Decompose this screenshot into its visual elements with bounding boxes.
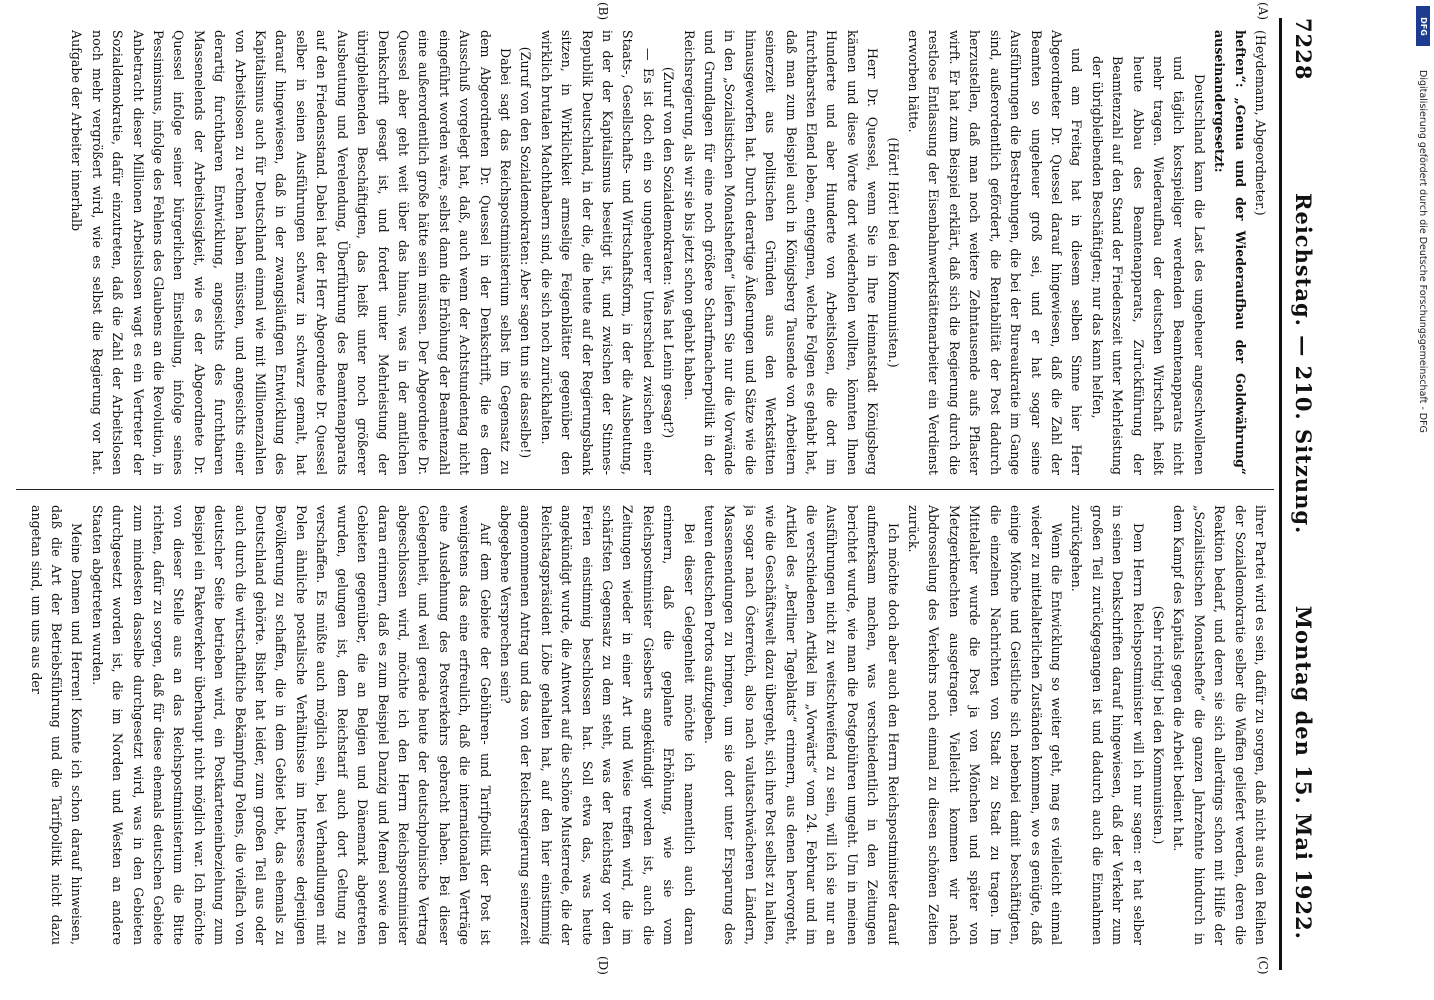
paragraph: Auf dem Gebiete der Gebühren- und Tarifpolitik der Post ist wenigstens das eine erfreulich, daß die internationalen Verträge eine Ausdehnung des Postverkehrs gebracht haben. Bei dieser Gelegenheit, und weil gerade heute der deutschpolnische Vertrag abgeschlossen wird, möchte ich den Herrn Reichspostminister daran erinnern, daß es zum Beispiel Danzig und Memel sowie den Gebieten gegenüber, die an Belgien und Dänemark abgetreten wurden, gelungen ist, dem Reichstarif auch dort Geltung zu verschaffen. Es müßte auch möglich sein, bei Verhandlungen mit Polen ähnliche postalische Verhältnisse im Interesse derjenigen Bevölkerung zu schaffen, die in dem Gebiet lebt, das ehemals zu Deutschland gehörte. Bisher hat leider, zum großen Teil aus oder auch durch die wirtschaftliche Bekämpfung Polens, die vielfach von deutscher Seite betrieben wird, ein Postkarteneinbeziehung zum Beispiel ein Paketverkehr überhaupt nicht möglich war. Ich möchte von dieser Stelle aus an das Reichspostministerium die Bitte richten, dafür zu sorgen, daß für diese ehemals deutschen Gebiete zum mindesten dasselbe durchgesetzt wird, was in den Gebieten durchgesetzt worden ist, die im Norden und Westen an andere Staaten abgetreten wurden. (89, 505, 493, 945)
page-number: 7228 (1291, 18, 1316, 81)
paragraph: heften“: „Genua und der Wiederaufbau der Goldwährung“ auseinandergesetzt: (1212, 30, 1248, 475)
margin-letter-b: (B) (596, 2, 610, 21)
dfg-logo-text: DFG (1418, 16, 1428, 36)
page-header (1279, 18, 1322, 970)
paragraph: Wenn die Entwicklung so weiter geht, mag es vielleicht einmal wieder zu mittelalterlichen Zuständen kommen, wo es genügte, daß einige Mönche und Geistliche sich nebenbei damit beschäftigten, die einzelnen Nachrichten von Stadt zu Stadt zu tragen. Im Mittelalter wurde die Post ja von Mönchen und später von Metzgerknechten ausgetragen. Vielleicht kommen wir nach Abdrosselung des Verkehrs noch einmal zu diesen schönen Zeiten zurück. (906, 505, 1064, 945)
paragraph: — Es ist doch ein so ungeheuerer Unterschied zwischen einer Staats-, Gesellschafts- und Wirtschaftsform, in der die Ausbeutung, in der der Kapitalismus beseitigt ist, und zwischen der Stinnes-Republik Deutschland, in der die, die heute auf der Regierungsbank sitzen, in Wirklichkeit armselige Feigenblätter gegenüber den wirklich brutalen Machthabern sind, die sich noch zurückhalten. (538, 30, 656, 475)
paragraph: und am Freitag hat in diesem selben Sinne hier Herr Abgeordneter Dr. Quessel darauf hingewiesen, daß die Zahl der Beamten so ungeheuer groß sei, und er hat sogar seine Ausführungen die Bestrebungen, die bei der Bureaukratie im Gange sind, außerordentlich gefördert, die Rentabilität der Post dadurch herzustellen, daß man noch weitere Zehntausende aufs Pflaster wirft. Er hat zum Beispiel erklärt, daß sich die Regierung durch die restlose Entlassung der Eisenbahnwerkstättenarbeiter ein Verdienst erworben hätte. (906, 30, 1085, 475)
session-title: Reichstag. — 210. Sitzung. (1291, 193, 1316, 535)
digitization-text: Digitalisierung gefördert durch die Deutsche Forschungsgemeinschaft - DFG (1417, 70, 1428, 433)
session-date: Montag den 15. Mai 1922. (1291, 605, 1316, 940)
margin-letter-c: (C) (1256, 956, 1270, 975)
paragraph: Ich möchte doch aber auch den Herrn Reichspostminister darauf aufmerksam machen, was verschiedentlich in den Zeitungen berichtet wurde, wie man die Postgebühren umgeht. Um in meinen Ausführungen nicht zu weitschweifend zu sein, will ich sie nur an die verschiedenen Artikel im „Vorwärts“ vom 24. Februar und im Artikel des „Berliner Tageblatts“ erinnern, aus denen hervorgeht, wie die Geschäftswelt dazu übergeht, sich ihre Post selbst zu halten, ja sogar nach Österreich, also nach valutaschwächeren Ländern, Massensendungen zu bringen, um sie dort unter Ersparung des teuren deutschen Portos aufzugeben. (702, 505, 901, 945)
dfg-logo (1416, 6, 1430, 46)
paragraph: Meine Damen und Herren! Konnte ich schon darauf hinweisen, daß die Art der Betriebsführung und die Tarifpolitik nicht dazu angetan sind, um uns aus der (28, 505, 85, 945)
interjection: (Zuruf von den Sozialdemokraten: Aber sagen tun sie dasselbe!) (518, 46, 534, 459)
left-column (10, 30, 1270, 475)
paragraph: ihrer Partei wird es sein, dafür zu sorgen, daß nicht aus den Reihen der Sozialdemokratie selber die Waffen geliefert werden, deren die Reaktion bedarf, und deren sie sich allerdings schon mit Hilfe der „Sozialistischen Monatshefte“ die ganzen Jahrzehnte hindurch in dem Kampf des Kapitals gegen die Arbeit bedient hat. (1171, 505, 1268, 945)
speaker-label: (Heydemann, Abgeordneter.) (1253, 30, 1268, 216)
quote-paragraph: Deutschland kann die Last des ungeheuer angeschwollenen und täglich kostspieliger werdenden Beamtenapparats nicht mehr tragen. Wiederaufbau der deutschen Wirtschaft heißt heute Abbau des Beamtenapparats, Zurückführung der Beamtenzahl auf den Stand der Friedenszeit unter Mehrleistung der übrigbleibenden Beschäftigten; nur das kann helfen, (1089, 56, 1207, 475)
paragraph: Bei dieser Gelegenheit möchte ich namentlich auch daran erinnern, daß die geplante Erhöhung, wie sie vom Reichspostminister Giesberts angekündigt worden ist, auch die Zeitungen wieder in einer Art und Weise treffen wird, die im schärfsten Gegensatz zu dem steht, was der Reichstag vor den Ferien einstimmig beschlossen hat. Soll etwa das, was heute angekündigt wurde, die Antwort auf die schöne Musterrede, die der Reichstagspräsident Löbe gehalten hat, auf den hier einstimmig angenommenen Antrag und das von der Reichsregierung seinerzeit abgegebene Versprechen sein? (497, 505, 697, 945)
digitization-note (1406, 10, 1430, 990)
paragraph: Herr Dr. Quessel, wenn Sie in Ihre Heimatstadt Königsberg kämen und diese Worte dort wiederholen wollten, könnten Ihnen Hunderte und aber Hunderte von Arbeitslosen, die dort im furchtbarsten Elend leben, entgegnen, welche Folgen es gehabt hat, daß man zum Beispiel auch in Königsberg Tausende von Arbeitern seinerzeit aus politischen Gründen aus den Werkstätten hinausgeworfen hat. Durch derartige Äußerungen und Sätze wie die in den „Sozialistischen Monatsheften“ liefern Sie nur die Vorwände und Grundlagen für eine noch größere Scharfmacherpolitik in der Reichsregierung, als wir sie bis jetzt schon gehabt haben. (681, 30, 881, 475)
interjection: (Hört! Hört! bei den Kommunisten.) (885, 137, 901, 368)
margin-letter-d: (D) (596, 956, 610, 975)
interjection: (Sehr richtig! bei den Kommunisten.) (1150, 605, 1166, 845)
interjection: (Zuruf von den Sozialdemokraten: Was hat Lenin gesagt?) (661, 66, 677, 439)
right-column (10, 505, 1270, 945)
column-divider (16, 489, 1274, 490)
paragraph: Dem Herrn Reichspostminister will ich nur sagen: er hat selber in seinen Denkschriften darauf hingewiesen, daß der Verkehr zum großen Teil zurückgegangen ist und dadurch auch die Einnahmen zurückgehen. (1069, 505, 1146, 945)
margin-letter-a: (A) (1256, 2, 1270, 21)
paragraph: Dabei sagt das Reichspostministerium selbst im Gegensatz zu dem Abgeordneten Dr. Quessel in der Denkschrift, die es dem Ausschuß vorgelegt hat, daß, auch wenn der Achtstundentag nicht eingeführt worden wäre, selbst dann die Erhöhung der Beamtenzahl eine außerordentlich große hätte sein müssen. Der Abgeordnete Dr. Quessel aber geht weit über das hinaus, was in der amtlichen Denkschrift gesagt ist, und fordert unter Mehrleistung der übrigbleibenden Beschäftigten, das heißt unter noch größerer Ausbeutung und Verelendung, Überführung des Beamtenapparats auf den Friedensstand. Dabei hat der Herr Abgeordnete Dr. Quessel selber in seinen Ausführungen schwarz in schwarz gemalt, hat darauf hingewiesen, daß in der zwangsläufigen Entwicklung des Kapitalismus auch für Deutschland einmal wie mit Millionenzahlen von Arbeitslosen zu rechnen haben müssten, und angesichts einer derartig furchtbaren Entwicklung, angesichts des furchtbaren Massenelends der Arbeitslosigkeit, wie es der Abgeordnete Dr. Quessel infolge seiner bürgerlichen Einstellung, infolge seines Pessimismus, infolge des Fehlens des Glaubens an die Revolution, in Anbetracht dieser Millionen Arbeitslosen wagt es ein Vertreter der Sozialdemokratie, dafür einzutreten, daß die Zahl der Arbeitslosen noch mehr vergrößert wird, wie es selbst die Regierung vor hat. Aufgabe der Arbeiter innerhalb (69, 30, 513, 475)
